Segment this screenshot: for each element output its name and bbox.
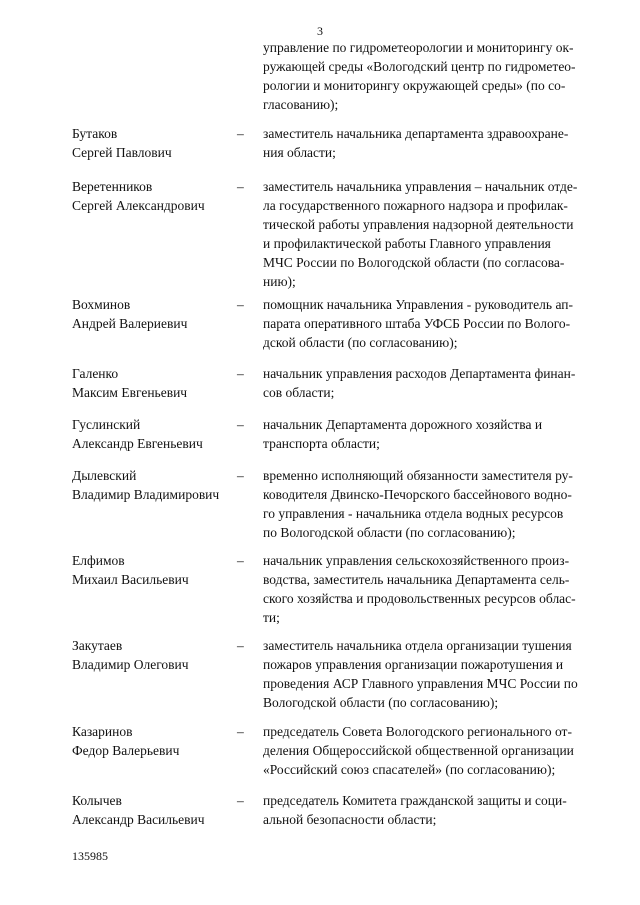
member-position: заместитель начальника департамента здравоохране- ния области; [263,126,569,160]
text-line: рологии и мониторингу окружающей среды» (по со- [263,78,566,93]
dash: – [237,638,244,653]
member-name: Вохминов Андрей Валериевич [72,297,188,331]
dash: – [237,126,244,141]
member-position: заместитель начальника управления – начальник отде- ла государственного пожарного надзора и профилак- тической работы управления надзорной деятельности и профилактической работы Главного управления МЧС России по Вологодской области (по согласова- нию); [263,179,578,289]
text-line: ружающей среды «Вологодский центр по гидрометео- [263,59,576,74]
member-position: заместитель начальника отдела организации тушения пожаров управления организации пожаротушения и проведения АСР Главного управления МЧС России по Вологодской области (по согласованию); [263,638,578,710]
dash: – [237,297,244,312]
continuation-text [263,38,610,114]
member-name: Дылевский Владимир Владимирович [72,468,220,502]
member-name: Галенко Максим Евгеньевич [72,366,188,400]
member-name: Гуслинский Александр Евгеньевич [72,417,203,451]
text-line: управление по гидрометеорологии и мониторингу ок- [263,40,574,55]
member-entry [72,364,610,402]
member-entry [72,466,610,542]
dash: – [237,724,244,739]
dash: – [237,179,244,194]
member-name: Веретенников Сергей Александрович [72,179,205,213]
member-entry [72,551,610,627]
member-entry [72,124,610,162]
member-position: временно исполняющий обязанности заместителя ру- ководителя Двинско-Печорского бассейнового водно- го управления - начальника отдела водных ресурсов по Вологодской области (по согласованию); [263,468,573,540]
member-position: начальник управления сельскохозяйственного произ- водства, заместитель начальника Департамента сель- ского хозяйства и продовольственных ресурсов облас- ти; [263,553,576,625]
member-position: председатель Совета Вологодского регионального от- деления Общероссийской общественной организации «Российский союз спасателей» (по согласованию); [263,724,574,777]
member-position: начальник управления расходов Департамента финан- сов области; [263,366,576,400]
dash: – [237,468,244,483]
member-position: председатель Комитета гражданской защиты и соци- альной безопасности области; [263,793,567,827]
member-entry [72,295,610,352]
member-position: помощник начальника Управления - руководитель ап- парата оперативного штаба УФСБ России по Волого- дской области (по согласованию); [263,297,573,350]
member-name: Елфимов Михаил Васильевич [72,553,189,587]
member-entry [72,722,610,779]
dash: – [237,793,244,808]
member-name: Закутаев Владимир Олегович [72,638,189,672]
dash: – [237,553,244,568]
member-name: Казаринов Федор Валерьевич [72,724,180,758]
member-name: Колычев Александр Васильевич [72,793,205,827]
member-entry [72,415,610,453]
page-number: 3 [317,24,323,38]
member-entry [72,791,610,829]
member-entry [72,177,610,291]
member-name: Бутаков Сергей Павлович [72,126,172,160]
member-entry [72,636,610,712]
document-code: 135985 [72,849,108,863]
dash: – [237,417,244,432]
text-line: гласованию); [263,97,339,112]
member-position: начальник Департамента дорожного хозяйства и транспорта области; [263,417,543,451]
dash: – [237,366,244,381]
